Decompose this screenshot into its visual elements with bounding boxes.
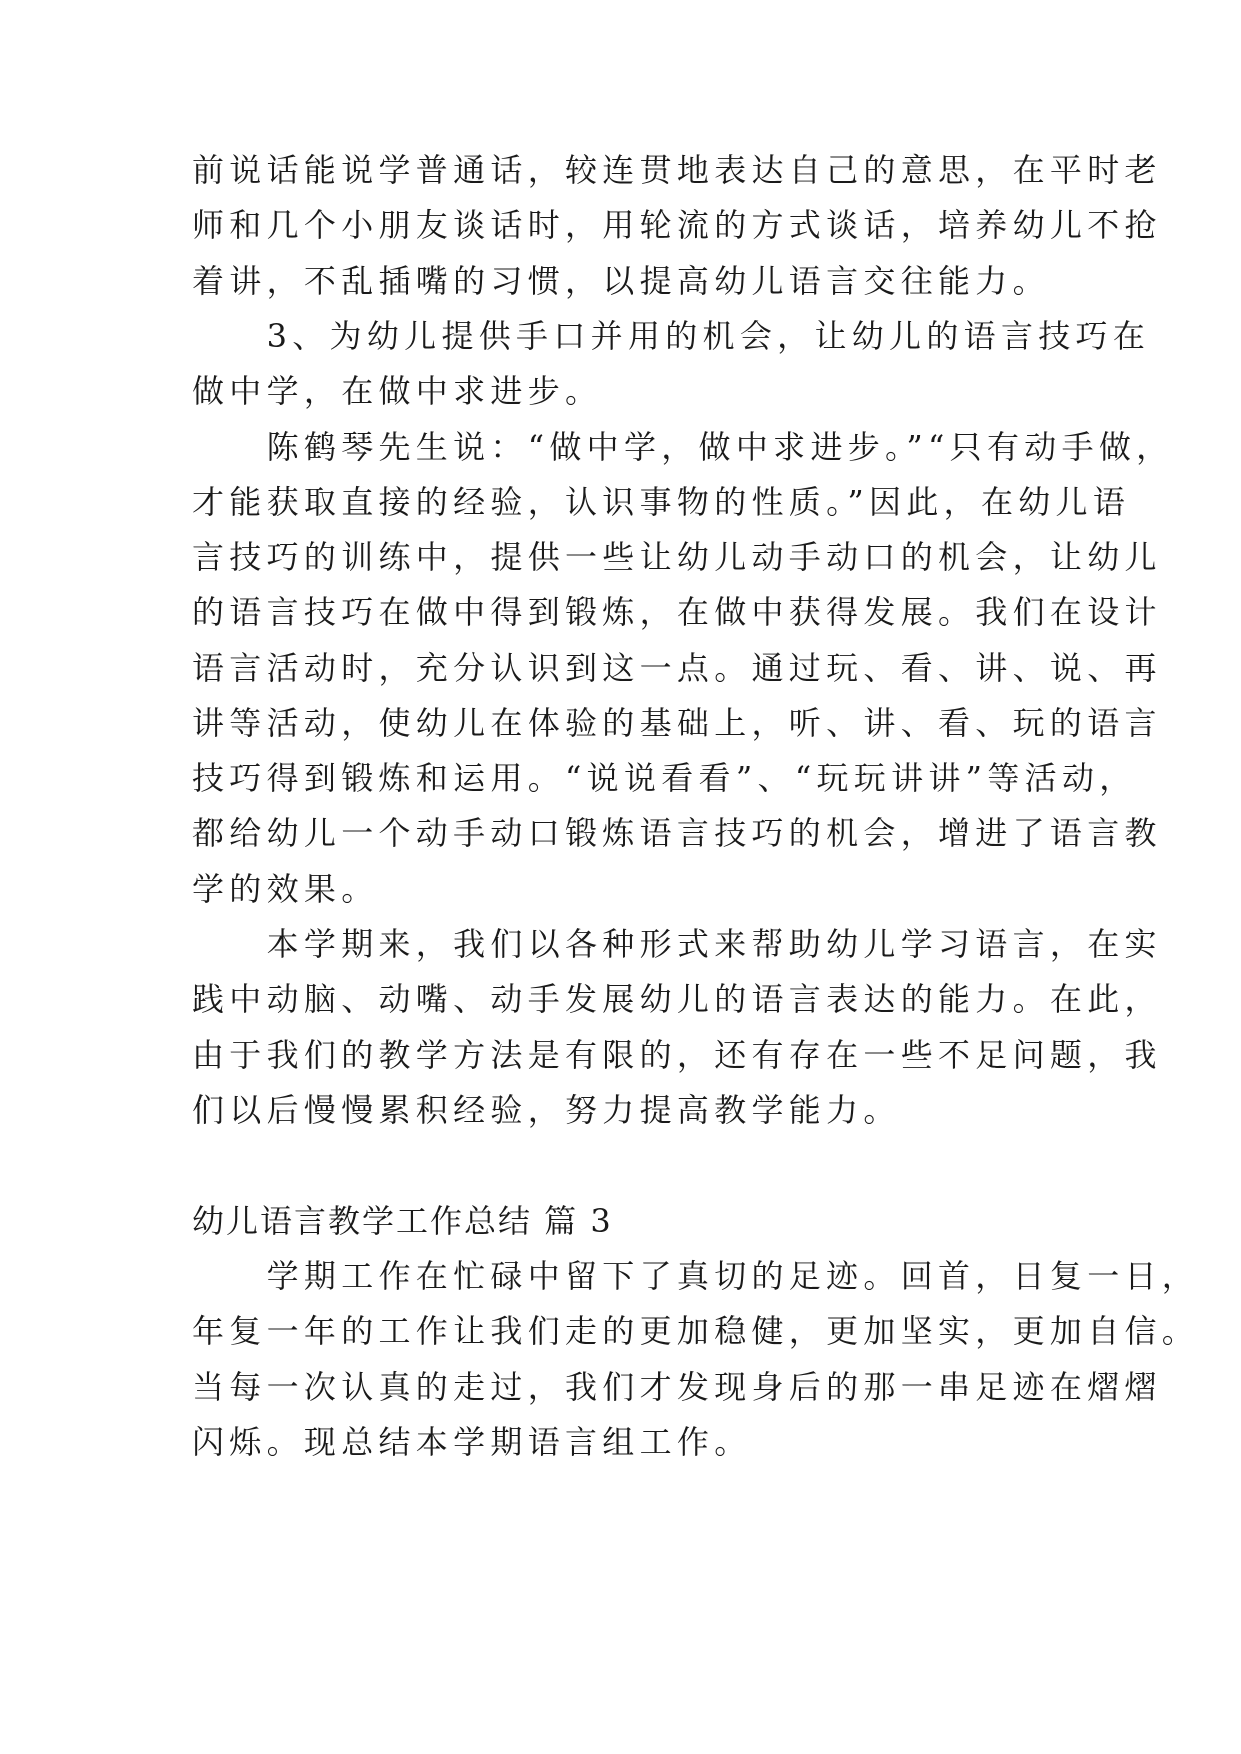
section-heading: 幼儿语言教学工作总结 篇 3 — [192, 1202, 613, 1240]
paragraph-line: 们以后慢慢累积经验，努力提高教学能力。 — [192, 1091, 901, 1129]
paragraph-line: 技巧得到锻炼和运用。“说说看看”、“玩玩讲讲”等活动， — [192, 759, 1137, 797]
paragraph-line: 前说话能说学普通话，较连贯地表达自己的意思，在平时老 — [192, 151, 1162, 189]
paragraph-line: 着讲，不乱插嘴的习惯，以提高幼儿语言交往能力。 — [192, 262, 1050, 300]
paragraph-line: 3、为幼儿提供手口并用的机会，让幼儿的语言技巧在 — [192, 317, 1151, 355]
paragraph-line: 讲等活动，使幼儿在体验的基础上，听、讲、看、玩的语言 — [192, 704, 1162, 742]
paragraph-line: 学的效果。 — [192, 870, 379, 908]
paragraph-line: 闪烁。现总结本学期语言组工作。 — [192, 1423, 752, 1461]
paragraph-line: 师和几个小朋友谈话时，用轮流的方式谈话，培养幼儿不抢 — [192, 206, 1162, 244]
paragraph-line: 都给幼儿一个动手动口锻炼语言技巧的机会，增进了语言教 — [192, 814, 1162, 852]
paragraph-line: 由于我们的教学方法是有限的，还有存在一些不足问题，我 — [192, 1036, 1162, 1074]
paragraph-line: 语言活动时，充分认识到这一点。通过玩、看、讲、说、再 — [192, 649, 1162, 687]
paragraph-line: 本学期来，我们以各种形式来帮助幼儿学习语言，在实 — [192, 925, 1162, 963]
paragraph-line: 的语言技巧在做中得到锻炼，在做中获得发展。我们在设计 — [192, 593, 1162, 631]
paragraph-line: 践中动脑、动嘴、动手发展幼儿的语言表达的能力。在此， — [192, 980, 1162, 1018]
paragraph-line: 学期工作在忙碌中留下了真切的足迹。回首，日复一日， — [192, 1257, 1200, 1295]
paragraph-line: 当每一次认真的走过，我们才发现身后的那一串足迹在熠熠 — [192, 1368, 1162, 1406]
paragraph-line: 做中学，在做中求进步。 — [192, 372, 603, 410]
paragraph-line: 陈鹤琴先生说：“做中学，做中求进步。”“只有动手做， — [192, 428, 1174, 466]
paragraph-line: 年复一年的工作让我们走的更加稳健，更加坚实，更加自信。 — [192, 1312, 1200, 1350]
paragraph-line: 言技巧的训练中，提供一些让幼儿动手动口的机会，让幼儿 — [192, 538, 1162, 576]
paragraph-line: 才能获取直接的经验，认识事物的性质。”因此，在幼儿语 — [192, 483, 1131, 521]
